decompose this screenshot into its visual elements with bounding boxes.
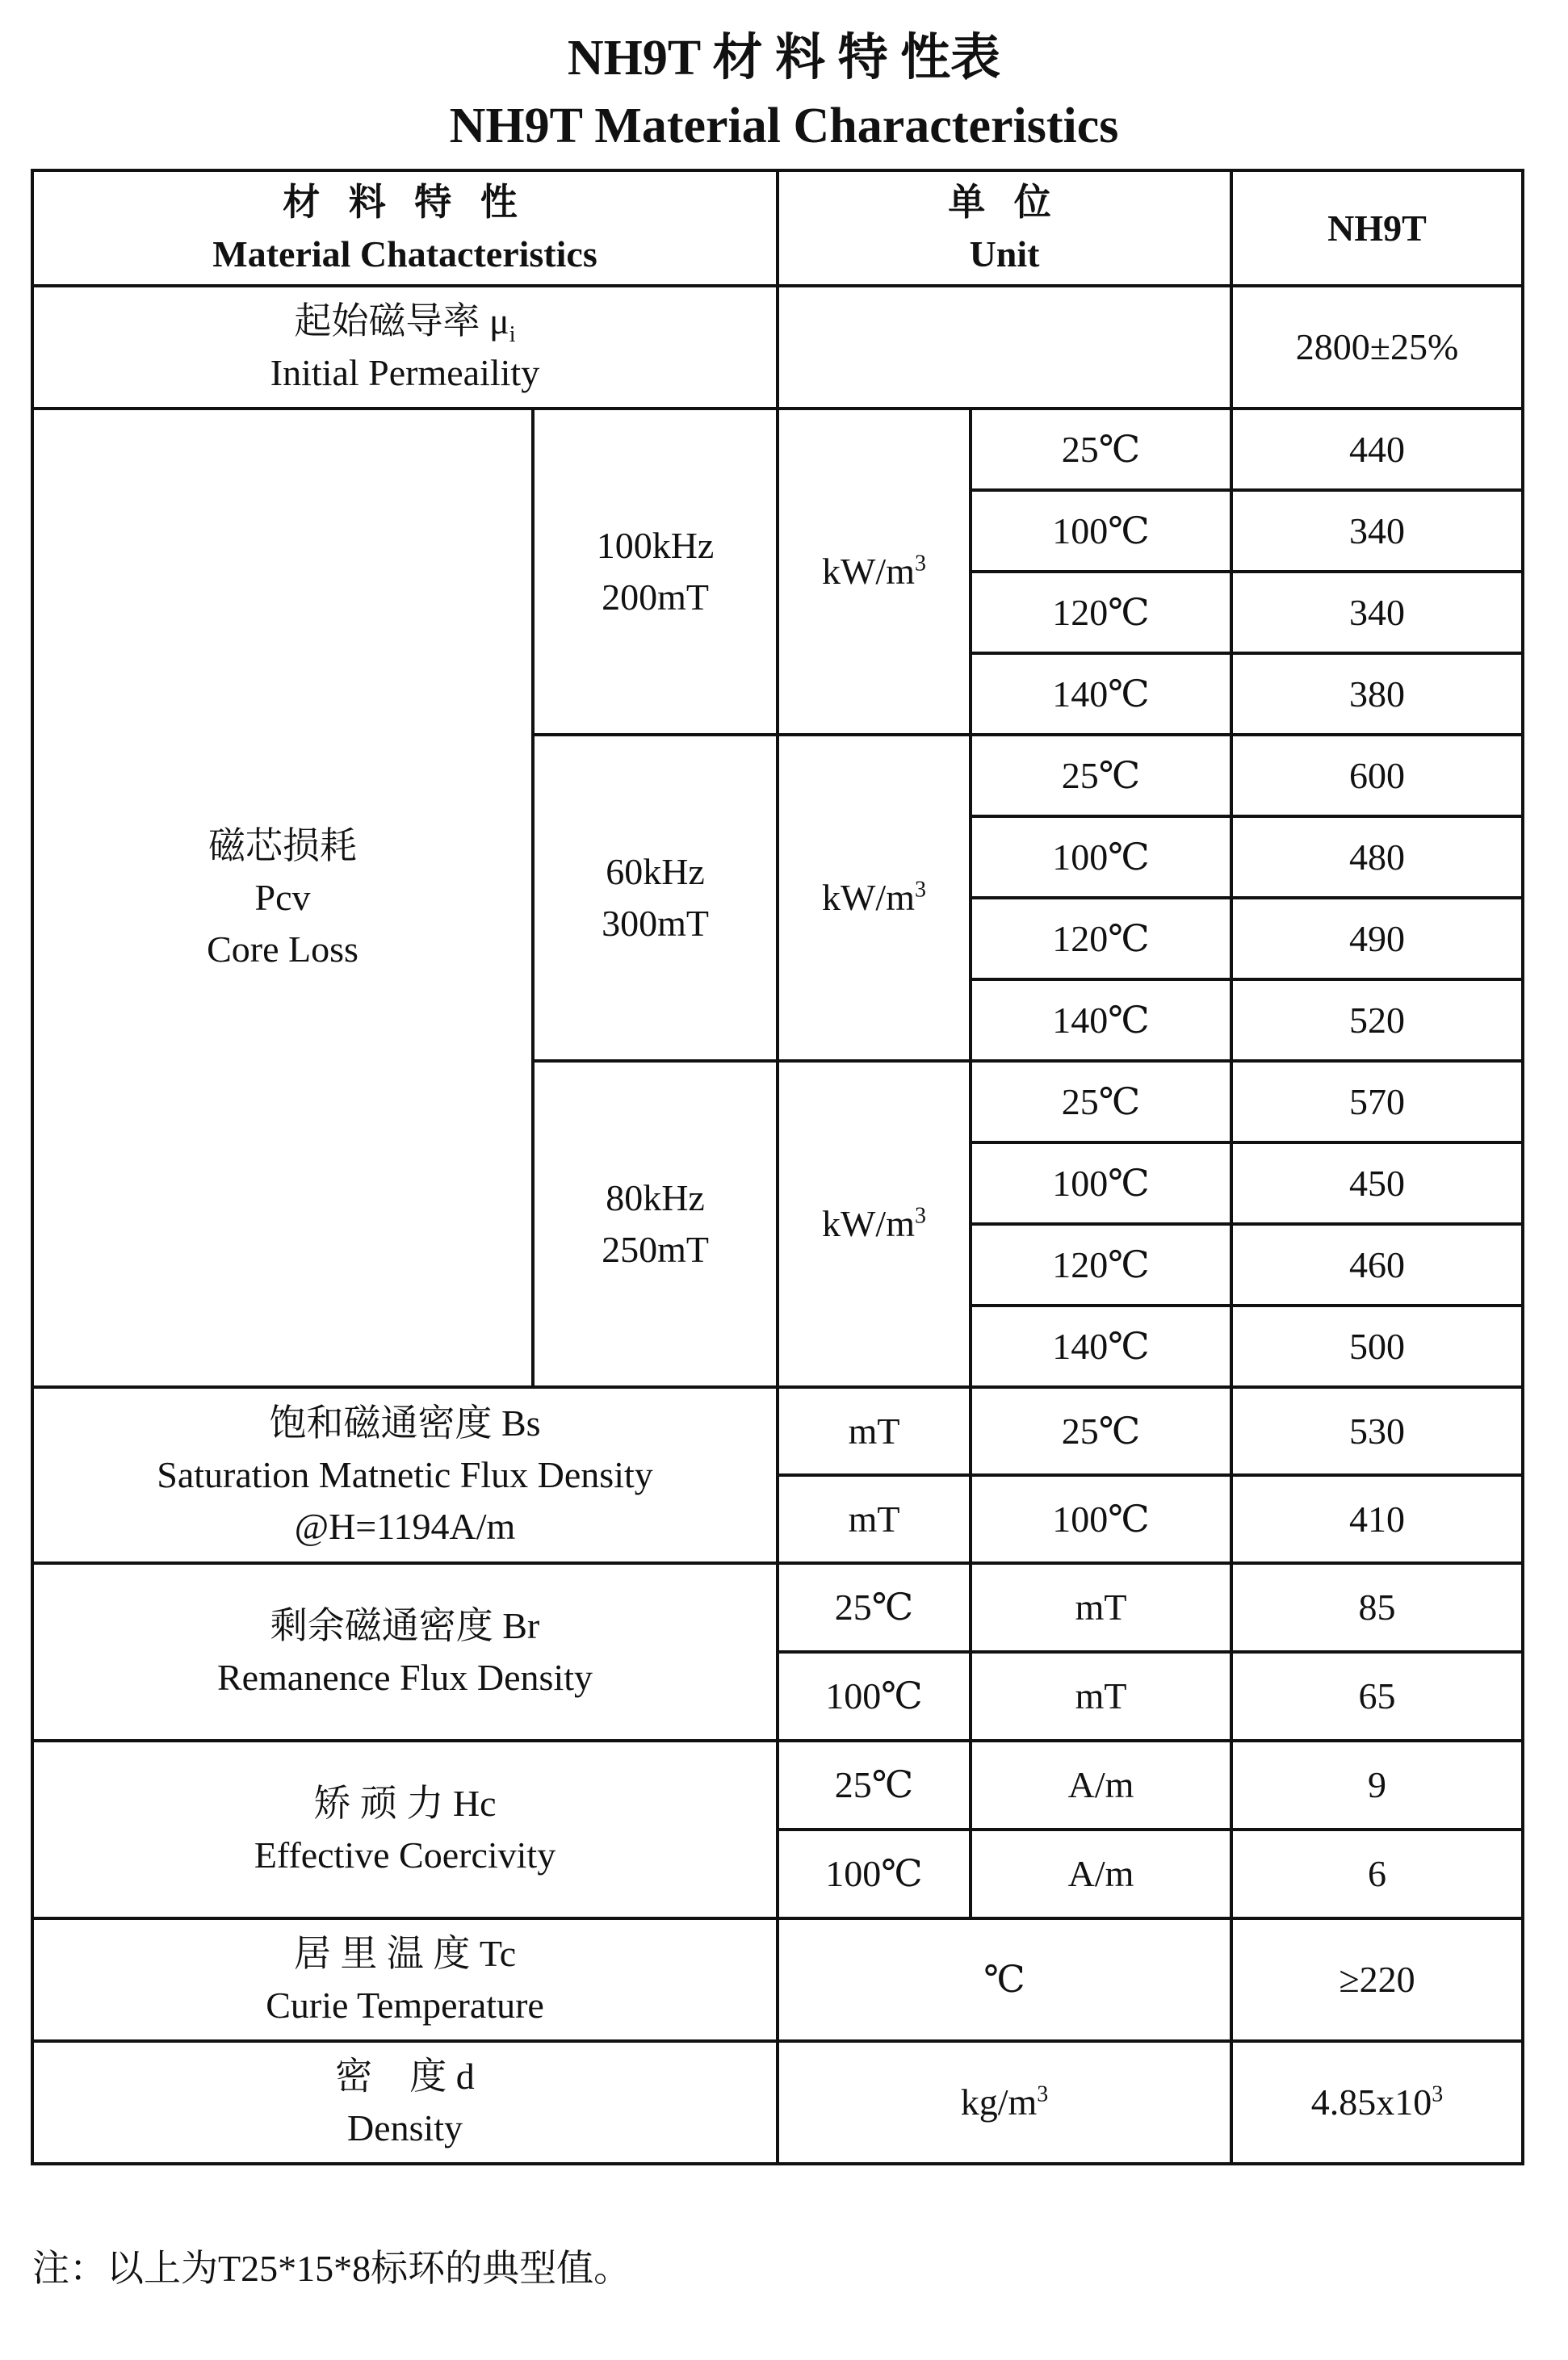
- saturation-label-cn: 饱和磁通密度 Bs: [269, 1402, 541, 1444]
- table-row-core-loss: [32, 409, 1523, 490]
- permeability-unit: [778, 286, 1231, 409]
- core-loss-unit-exp: 3: [915, 551, 926, 576]
- table-row-permeability: [32, 286, 1523, 409]
- table-row-remanence: [32, 1563, 1523, 1652]
- core-loss-flux: 300mT: [602, 903, 709, 944]
- density-unit: [778, 2041, 1231, 2164]
- core-loss-freq: 60kHz: [606, 851, 705, 892]
- saturation-temp: 100℃: [971, 1475, 1231, 1563]
- characteristics-table-container: [31, 169, 1521, 2165]
- core-loss-temp: 25℃: [971, 409, 1231, 490]
- coercivity-value: 6: [1231, 1830, 1523, 1918]
- header-characteristics: [32, 170, 778, 286]
- core-loss-value: 490: [1231, 898, 1523, 979]
- permeability-label-en: Initial Permeaility: [270, 352, 540, 393]
- curie-label-en: Curie Temperature: [266, 1985, 544, 2026]
- remanence-temp: 25℃: [778, 1563, 971, 1652]
- remanence-label: [32, 1563, 778, 1741]
- core-loss-unit: [778, 735, 971, 1061]
- core-loss-temp: 100℃: [971, 816, 1231, 898]
- density-unit-exp: 3: [1037, 2081, 1049, 2107]
- core-loss-value: 570: [1231, 1061, 1523, 1142]
- core-loss-condition: [533, 1061, 778, 1387]
- core-loss-unit: [778, 1061, 971, 1387]
- core-loss-temp: 120℃: [971, 898, 1231, 979]
- density-value: [1231, 2041, 1523, 2164]
- page-title: [0, 24, 1568, 160]
- remanence-temp: 100℃: [778, 1652, 971, 1741]
- density-label: [32, 2041, 778, 2164]
- core-loss-unit-exp: 3: [915, 1203, 926, 1229]
- curie-value: ≥220: [1231, 1918, 1523, 2041]
- coercivity-unit: A/m: [971, 1830, 1231, 1918]
- permeability-label-sub: i: [509, 322, 516, 348]
- core-loss-value: 450: [1231, 1142, 1523, 1224]
- header-unit: [778, 170, 1231, 286]
- header-characteristics-cn: 材 料 特 性: [283, 181, 527, 223]
- core-loss-value: 440: [1231, 409, 1523, 490]
- density-label-cn: 密 度 d: [335, 2056, 475, 2097]
- characteristics-table: [31, 169, 1524, 2165]
- table-row-density: [32, 2041, 1523, 2164]
- coercivity-value: 9: [1231, 1741, 1523, 1830]
- core-loss-temp: 120℃: [971, 572, 1231, 653]
- core-loss-temp: 100℃: [971, 1142, 1231, 1224]
- core-loss-label-cn: 磁芯损耗: [208, 825, 357, 866]
- saturation-condition: @H=1194A/m: [294, 1506, 516, 1547]
- core-loss-condition: [533, 735, 778, 1061]
- core-loss-flux: 200mT: [602, 576, 709, 618]
- permeability-value: 2800±25%: [1231, 286, 1523, 409]
- permeability-label-cn-line: [34, 296, 776, 347]
- table-row-saturation: [32, 1387, 1523, 1475]
- core-loss-unit: [778, 409, 971, 735]
- density-value-exp: 3: [1432, 2081, 1444, 2107]
- core-loss-unit-base: kW/m: [822, 877, 915, 918]
- coercivity-unit: A/m: [971, 1741, 1231, 1830]
- curie-label-cn: 居 里 温 度 Tc: [293, 1933, 517, 1974]
- core-loss-value: 340: [1231, 490, 1523, 572]
- core-loss-value: 380: [1231, 653, 1523, 735]
- core-loss-freq: 80kHz: [606, 1177, 705, 1218]
- table-row-coercivity: [32, 1741, 1523, 1830]
- remanence-label-cn: 剩余磁通密度 Br: [270, 1605, 540, 1646]
- remanence-value: 65: [1231, 1652, 1523, 1741]
- coercivity-temp: 100℃: [778, 1830, 971, 1918]
- remanence-unit: mT: [971, 1563, 1231, 1652]
- permeability-label: [32, 286, 778, 409]
- density-unit-base: kg/m: [960, 2081, 1038, 2123]
- permeability-label-cn: 起始磁导率 μ: [294, 300, 509, 342]
- coercivity-temp: 25℃: [778, 1741, 971, 1830]
- core-loss-freq: 100kHz: [596, 525, 715, 566]
- curie-unit: ℃: [778, 1918, 1231, 2041]
- core-loss-value: 600: [1231, 735, 1523, 816]
- core-loss-temp: 140℃: [971, 979, 1231, 1061]
- core-loss-label-en: Core Loss: [207, 928, 358, 970]
- core-loss-temp: 100℃: [971, 490, 1231, 572]
- table-header-row: [32, 170, 1523, 286]
- coercivity-label: [32, 1741, 778, 1918]
- core-loss-value: 480: [1231, 816, 1523, 898]
- remanence-value: 85: [1231, 1563, 1523, 1652]
- coercivity-label-cn: 矫 顽 力 Hc: [313, 1783, 497, 1824]
- saturation-unit: mT: [778, 1387, 971, 1475]
- core-loss-unit-exp: 3: [915, 877, 926, 903]
- core-loss-value: 500: [1231, 1306, 1523, 1387]
- coercivity-label-en: Effective Coercivity: [254, 1834, 556, 1876]
- header-unit-en: Unit: [969, 233, 1040, 275]
- core-loss-unit-base: kW/m: [822, 551, 915, 592]
- core-loss-temp: 140℃: [971, 653, 1231, 735]
- footnote: 注：以上为T25*15*8标环的典型值。: [32, 2248, 631, 2289]
- table-row-curie: [32, 1918, 1523, 2041]
- remanence-label-en: Remanence Flux Density: [217, 1657, 593, 1698]
- core-loss-temp: 120℃: [971, 1224, 1231, 1306]
- core-loss-temp: 25℃: [971, 735, 1231, 816]
- core-loss-temp: 25℃: [971, 1061, 1231, 1142]
- header-grade: NH9T: [1231, 170, 1523, 286]
- core-loss-label: [32, 409, 533, 1387]
- core-loss-flux: 250mT: [602, 1229, 709, 1270]
- core-loss-temp: 140℃: [971, 1306, 1231, 1387]
- saturation-unit: mT: [778, 1475, 971, 1563]
- curie-label: [32, 1918, 778, 2041]
- saturation-label: [32, 1387, 778, 1563]
- core-loss-unit-base: kW/m: [822, 1203, 915, 1244]
- header-characteristics-en: Material Chatacteristics: [212, 233, 597, 275]
- saturation-label-en: Saturation Matnetic Flux Density: [157, 1454, 653, 1495]
- core-loss-condition: [533, 409, 778, 735]
- core-loss-label-sym: Pcv: [254, 877, 311, 918]
- remanence-unit: mT: [971, 1652, 1231, 1741]
- saturation-value: 530: [1231, 1387, 1523, 1475]
- title-english: NH9T Material Characteristics: [449, 99, 1119, 153]
- density-label-en: Density: [346, 2107, 463, 2148]
- saturation-value: 410: [1231, 1475, 1523, 1563]
- saturation-temp: 25℃: [971, 1387, 1231, 1475]
- header-unit-cn: 单 位: [948, 181, 1061, 223]
- title-chinese: NH9T 材 料 特 性表: [567, 31, 1001, 86]
- core-loss-value: 460: [1231, 1224, 1523, 1306]
- core-loss-value: 520: [1231, 979, 1523, 1061]
- core-loss-value: 340: [1231, 572, 1523, 653]
- density-value-base: 4.85x10: [1310, 2081, 1432, 2123]
